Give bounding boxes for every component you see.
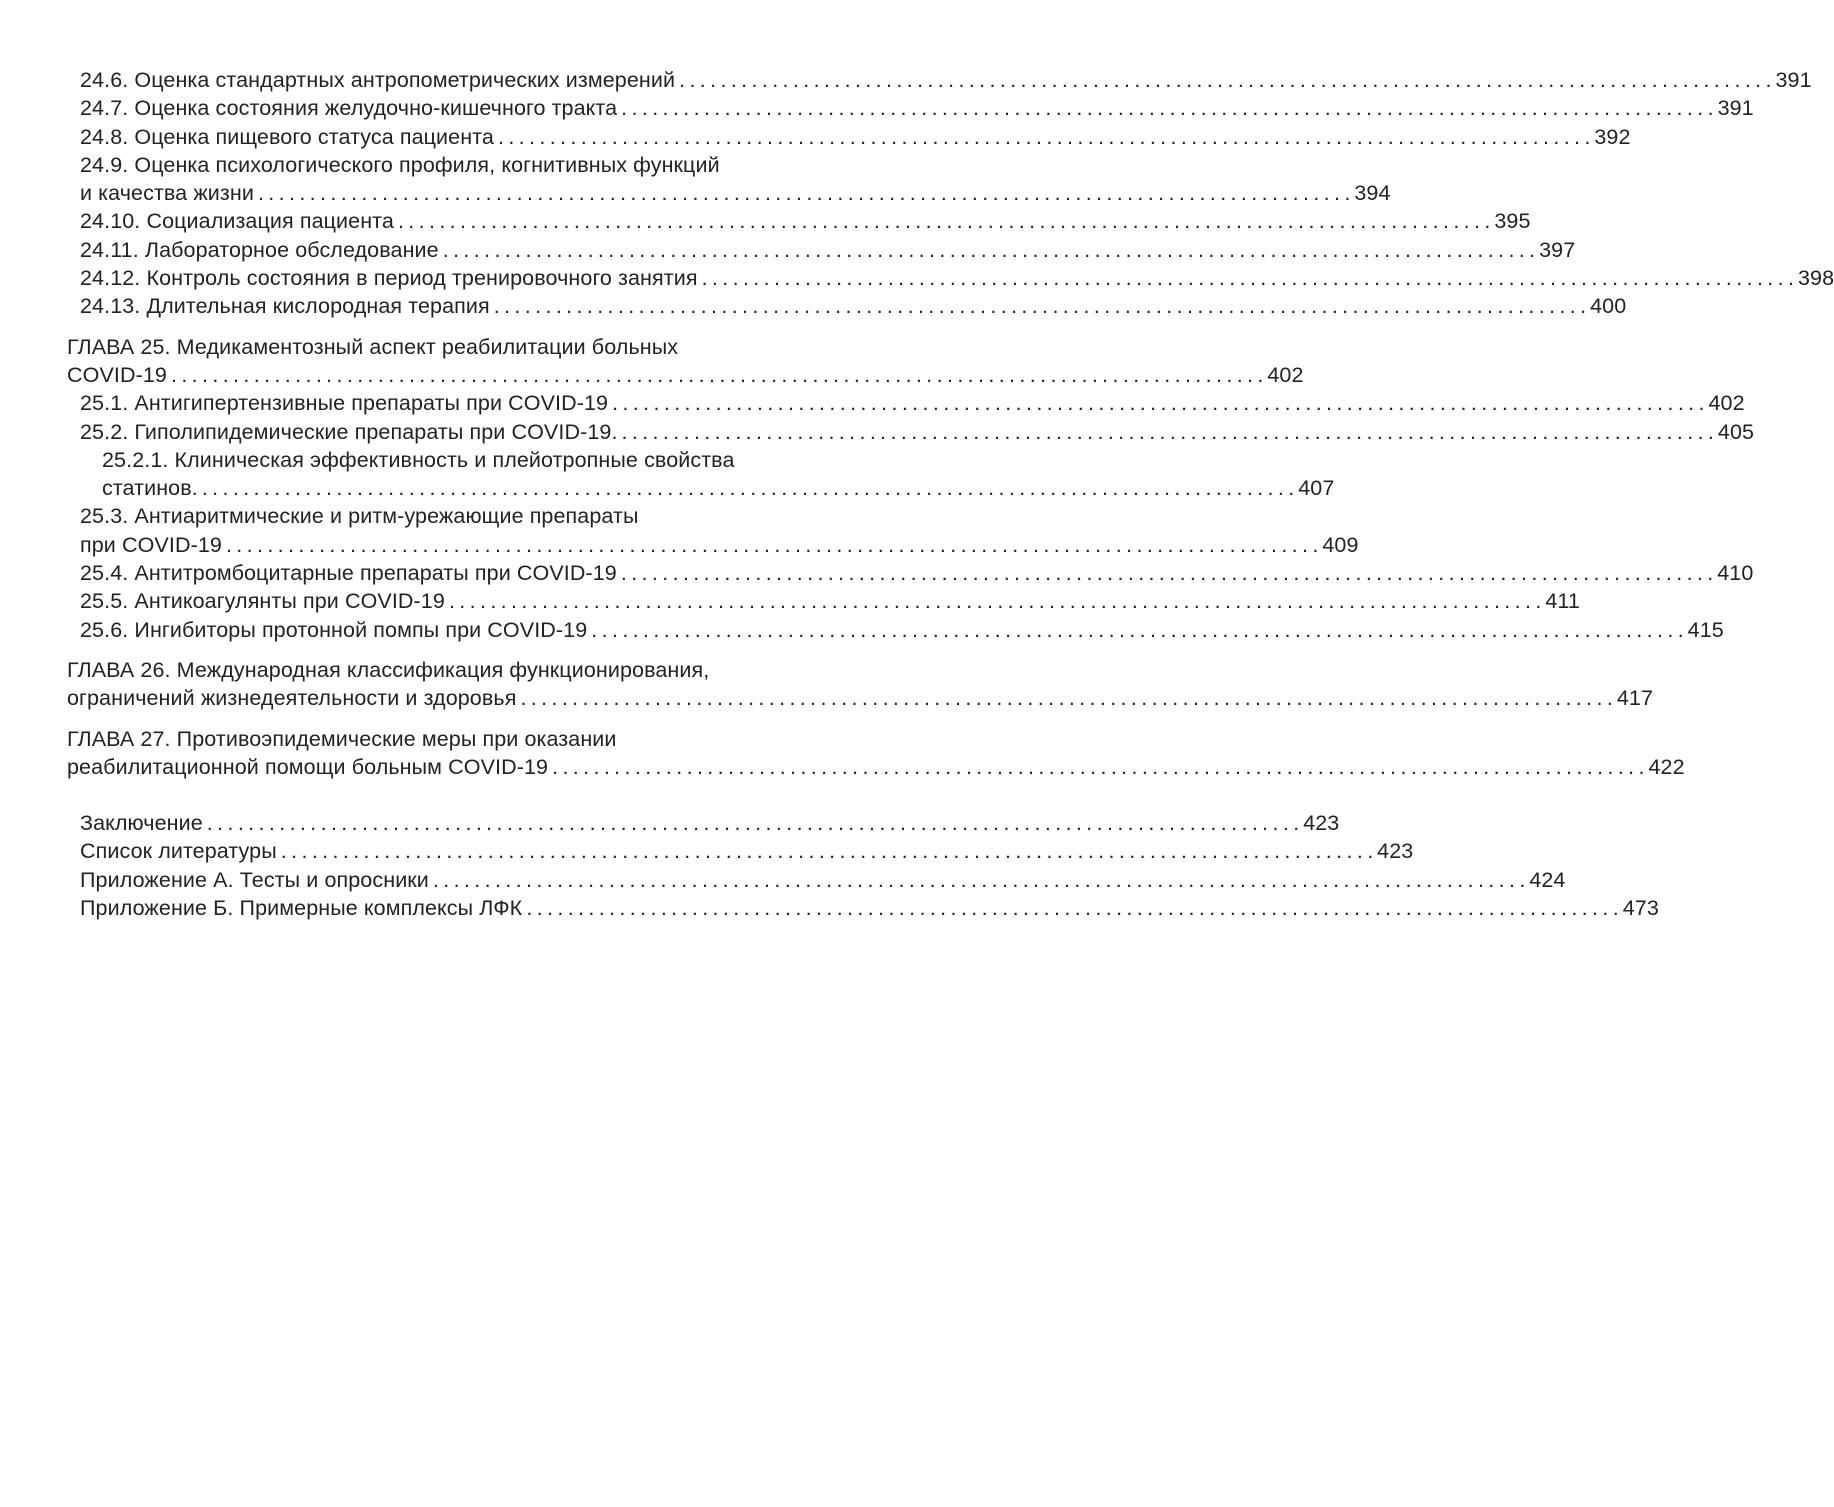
- toc-chapter-25: [67, 333, 1304, 390]
- toc-entry-title: 24.10. Социализация пациента: [80, 209, 394, 234]
- toc-page-number: 394: [1354, 181, 1391, 206]
- toc-entry-25-2-1: [67, 446, 1335, 503]
- toc-entry-title: 25.6. Ингибиторы протонной помпы при COVID-19: [80, 617, 588, 642]
- toc-entry-references: [67, 837, 1414, 865]
- dot-leader: [617, 559, 1717, 587]
- toc-entry-title: Заключение: [80, 811, 203, 836]
- toc-entry-title: 24.13. Длительная кислородная терапия: [80, 294, 490, 319]
- toc-page-number: 400: [1590, 294, 1627, 319]
- toc-page-number: 411: [1545, 589, 1580, 614]
- dot-leader: [222, 531, 1322, 559]
- toc-page-number: 391: [1775, 68, 1812, 92]
- dot-leader: [277, 837, 1377, 865]
- toc-entry-25-1: [67, 389, 1745, 417]
- toc-page-number: 402: [1708, 391, 1745, 416]
- toc-chapter-title-line-2: ограничений жизнедеятельности и здоровья: [67, 686, 517, 711]
- toc-entry-title: 25.4. Антитромбоцитарные препараты при COVID-19: [80, 561, 617, 586]
- toc-page-number: 424: [1529, 867, 1566, 892]
- toc-entry-title: 25.5. Антикоагулянты при COVID-19: [80, 589, 445, 614]
- dot-leader: [198, 474, 1298, 502]
- toc-entry-25-2: [67, 418, 1755, 446]
- toc-entry-title-line-1: 25.3. Антиаритмические и ритм-урежающие препараты: [80, 504, 639, 529]
- toc-entry-title: 25.2. Гиполипидемические препараты при COVID-19.: [80, 419, 618, 444]
- toc-entry-24-11: [67, 236, 1576, 264]
- toc-page-number: 422: [1648, 754, 1685, 779]
- toc-entry-title-line-2: статинов.: [102, 476, 198, 501]
- dot-leader: [698, 264, 1798, 292]
- dot-leader: [587, 616, 1687, 644]
- toc-entry-24-13: [67, 292, 1627, 320]
- dot-leader: [548, 753, 1648, 781]
- dot-leader: [254, 179, 1354, 207]
- toc-entry-title-line-2: и качества жизни: [80, 181, 254, 206]
- toc-chapter-title-line-2: COVID-19: [67, 362, 167, 387]
- dot-leader: [490, 292, 1590, 320]
- toc-page-number: 423: [1377, 839, 1414, 864]
- toc-entry-appendix-a: [67, 866, 1566, 894]
- table-of-contents: [67, 66, 1834, 922]
- toc-page-number: 417: [1616, 686, 1653, 711]
- dot-leader: [394, 207, 1494, 235]
- toc-page-number: 398: [1797, 266, 1834, 291]
- toc-entry-title-line-2: при COVID-19: [80, 532, 222, 557]
- dot-leader: [618, 418, 1718, 446]
- toc-entry-title: Приложение А. Тесты и опросники: [80, 867, 429, 892]
- toc-entry-title: 25.1. Антигипертензивные препараты при COVID-19: [80, 391, 609, 416]
- dot-leader: [516, 684, 1616, 712]
- toc-chapter-27: [67, 725, 1685, 782]
- toc-chapter-26: [67, 656, 1653, 713]
- toc-page-number: 392: [1594, 124, 1631, 149]
- toc-chapter-title-line-1: ГЛАВА 26. Международная классификация функционирования,: [67, 657, 710, 682]
- toc-entry-title: Приложение Б. Примерные комплексы ЛФК: [80, 896, 523, 921]
- dot-leader: [494, 123, 1594, 151]
- toc-page-number: 423: [1303, 811, 1340, 836]
- toc-page-number: 415: [1687, 617, 1724, 642]
- toc-entry-24-9: [67, 151, 1391, 208]
- toc-page-number: 473: [1622, 896, 1659, 921]
- toc-entry-24-7: [67, 94, 1754, 122]
- toc-entry-title: 24.7. Оценка состояния желудочно-кишечного тракта: [80, 96, 618, 121]
- toc-entry-title: 24.6. Оценка стандартных антропометрических измерений: [80, 68, 676, 92]
- toc-entry-25-5: [67, 587, 1580, 615]
- dot-leader: [675, 66, 1775, 94]
- dot-leader: [617, 94, 1717, 122]
- toc-page-number: 409: [1322, 532, 1359, 557]
- toc-entry-title-line-1: 25.2.1. Клиническая эффективность и плейотропные свойства: [102, 447, 735, 472]
- toc-entry-title-line-1: 24.9. Оценка психологического профиля, когнитивных функций: [80, 152, 720, 177]
- toc-page-number: 407: [1298, 476, 1335, 501]
- toc-chapter-title-line-1: ГЛАВА 27. Противоэпидемические меры при оказании: [67, 726, 617, 751]
- toc-page-number: 410: [1717, 561, 1754, 586]
- toc-entry-title: 24.8. Оценка пищевого статуса пациента: [80, 124, 494, 149]
- toc-entry-25-4: [67, 559, 1754, 587]
- toc-page-number: 402: [1267, 362, 1304, 387]
- dot-leader: [439, 236, 1539, 264]
- toc-page-number: 397: [1539, 237, 1576, 262]
- toc-entry-25-6: [67, 616, 1724, 644]
- toc-entry-title: 24.11. Лабораторное обследование: [80, 237, 439, 262]
- toc-page-number: 405: [1717, 419, 1755, 444]
- toc-entry-24-10: [67, 207, 1531, 235]
- toc-entry-conclusion: [67, 809, 1340, 837]
- toc-entry-title: 24.12. Контроль состояния в период тренировочного занятия: [80, 266, 698, 291]
- toc-entry-appendix-b: [67, 894, 1659, 922]
- toc-page-number: 391: [1717, 96, 1754, 121]
- toc-chapter-title-line-1: ГЛАВА 25. Медикаментозный аспект реабилитации больных: [67, 334, 679, 359]
- dot-leader: [522, 894, 1622, 922]
- toc-entry-24-6: [67, 66, 1812, 94]
- dot-leader: [167, 361, 1267, 389]
- toc-page-number: 395: [1494, 209, 1531, 234]
- toc-chapter-title-line-2: реабилитационной помощи больным COVID-19: [67, 754, 549, 779]
- toc-entry-25-3: [67, 502, 1359, 559]
- dot-leader: [429, 866, 1529, 894]
- dot-leader: [203, 809, 1303, 837]
- toc-entry-title: Список литературы: [80, 839, 277, 864]
- dot-leader: [608, 389, 1708, 417]
- dot-leader: [445, 587, 1545, 615]
- toc-entry-24-12: [67, 264, 1834, 292]
- toc-entry-24-8: [67, 123, 1631, 151]
